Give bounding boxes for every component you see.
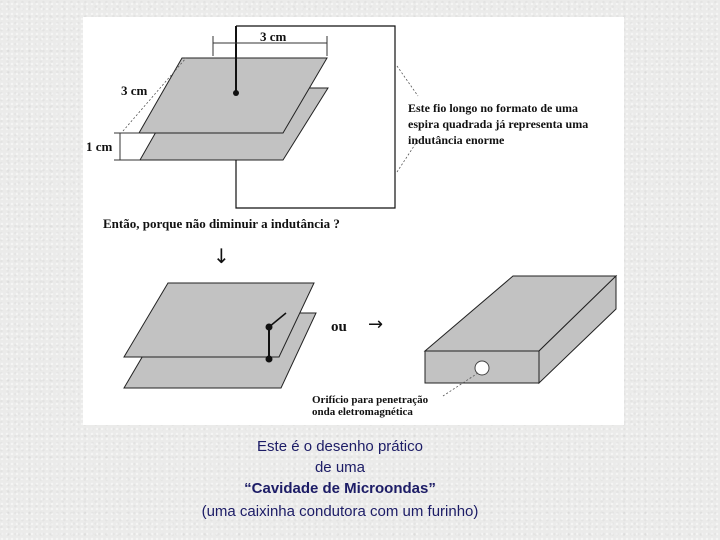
note-leader-top xyxy=(397,66,418,96)
note-line-3: indutância enorme xyxy=(408,133,505,147)
or-label: ou xyxy=(331,319,347,335)
hole-label-line-1: Orifício para penetração xyxy=(312,394,429,406)
caption-line-4: (uma caixinha condutora com um furinho) xyxy=(201,503,479,520)
down-arrow-icon: ↓ xyxy=(213,244,230,268)
post-dot-top xyxy=(266,324,273,331)
caption-line-2: de uma xyxy=(314,459,366,476)
diagram-panel xyxy=(83,17,624,425)
cavity-diagram xyxy=(83,17,624,425)
note-line-1: Este fio longo no formato de uma xyxy=(408,101,578,115)
caption-line-1: Este é o desenho prático xyxy=(257,438,423,455)
post-dot-bottom xyxy=(266,356,273,363)
caption-line-3: “Cavidade de Microondas” xyxy=(244,480,436,497)
dim-depth-label: 3 cm xyxy=(121,83,148,98)
question-text: Então, porque não diminuir a indutância ? xyxy=(103,216,340,231)
hole-label-line-2: onda eletromagnética xyxy=(312,406,413,418)
dim-height-label: 1 cm xyxy=(86,139,113,154)
dim-width-label: 3 cm xyxy=(260,29,287,44)
box-hole xyxy=(475,361,489,375)
right-arrow-icon: → xyxy=(368,314,384,335)
wire-junction-dot xyxy=(233,90,239,96)
note-line-2: espira quadrada já representa uma xyxy=(408,117,589,131)
